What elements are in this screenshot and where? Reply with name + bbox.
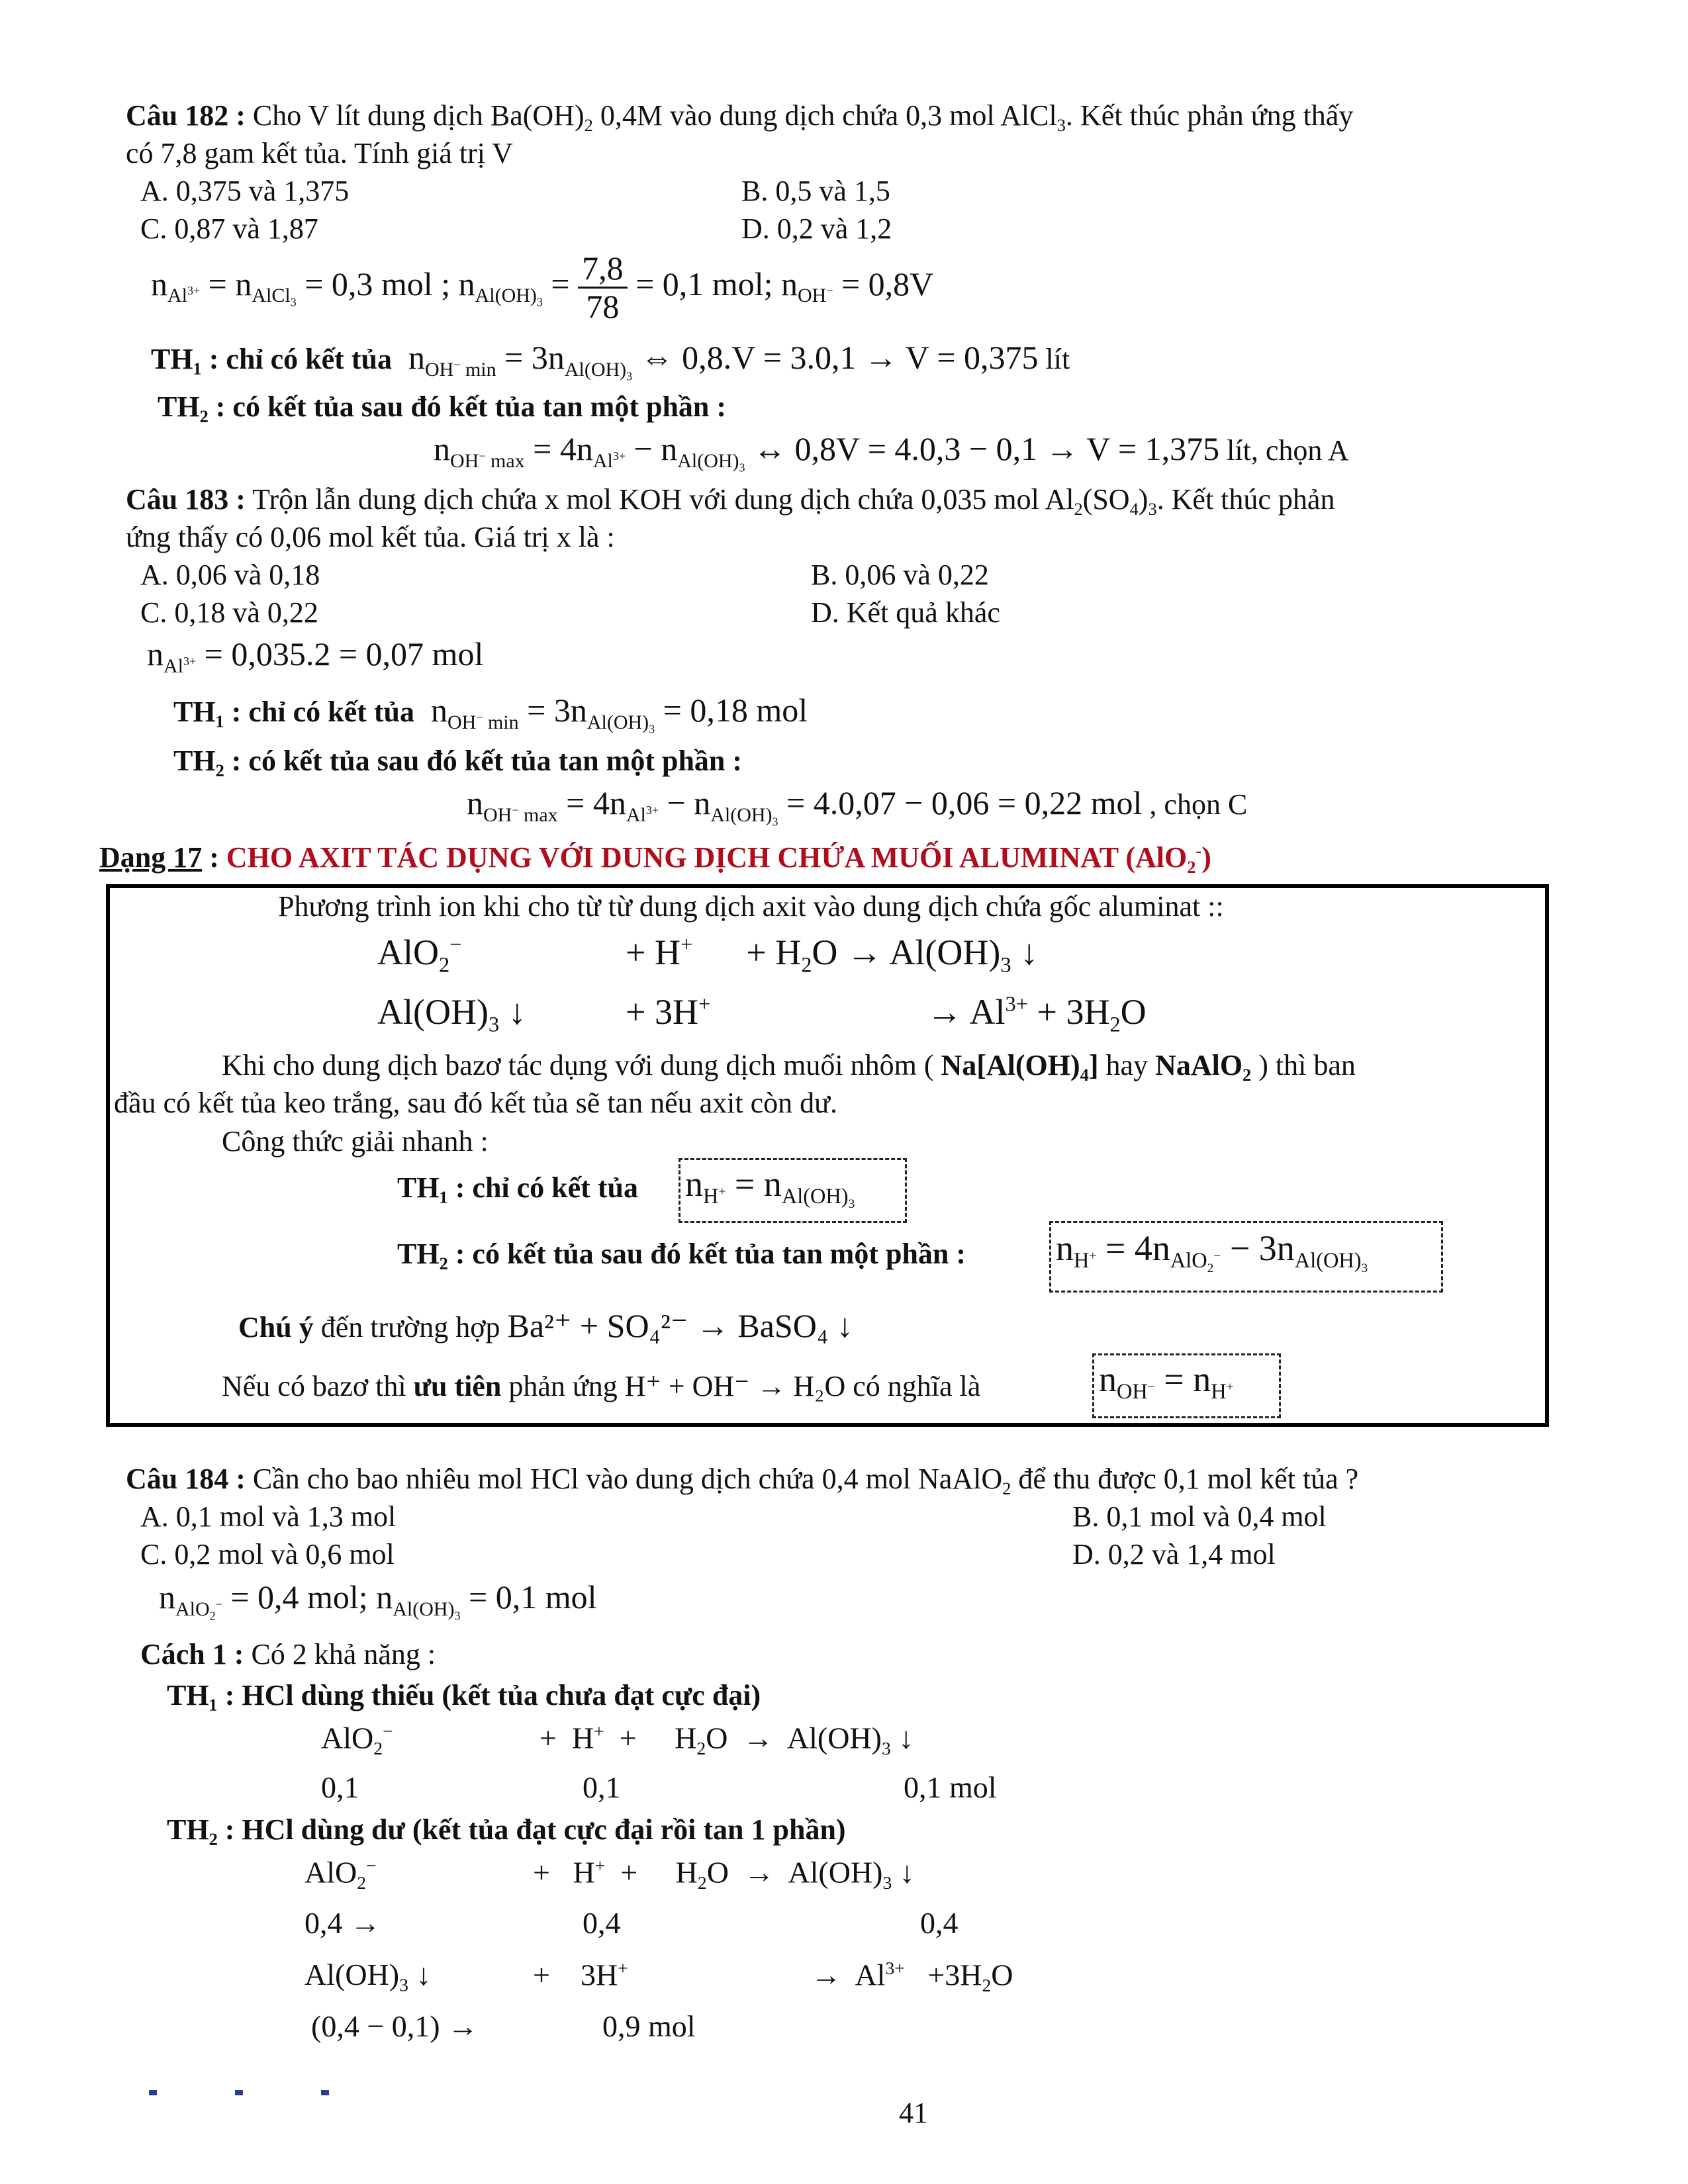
reaction-2-products: → $Al^{3+} + 3H_2O$	[927, 992, 1147, 1037]
q183-given-equation: $n_{Al^{3+}} = 0,035.2 = 0,07$ mol	[147, 635, 484, 677]
section-heading: Dạng 17 : CHO AXIT TÁC DỤNG VỚI DUNG DỊCH CHỨA MUỐI ALUMINAT (AlO$_2$-)	[99, 841, 1211, 878]
q184-th2-mol-2: 0,4	[583, 1906, 621, 1940]
q182-th1-line: TH₁ : chỉ có kết tủa $n_{OH^- min} = 3n_{Al(OH)_3}$ ⇔ 0,8.V = 3.0,1 → V = 0,375 lít	[151, 339, 1070, 383]
q182-fraction: $\frac{7,8}{78}$	[578, 250, 628, 325]
box-last-line: Nếu có bazơ thì ưu tiên phản ứng H⁺ + OH⁻ → H₂O có nghĩa là	[222, 1370, 981, 1402]
reaction-1-rhs: + H+ + $H_2O \to Al(OH)_3$ ↓	[626, 933, 1039, 978]
q182-label: Câu 182 :	[126, 99, 246, 132]
q183-th2-equation: $n_{OH^- max} = 4n_{Al^{3+}} - n_{Al(OH)_3} = 4.0,07 - 0,06 = 0,22$ mol , chọn C	[467, 784, 1248, 828]
th2-formula: $n_{H^+} = 4n_{AlO_2^-} - 3n_{Al(OH)_3}$	[1056, 1228, 1368, 1276]
page-number: 41	[899, 2097, 928, 2129]
q184-th1-mol-1: 0,1	[321, 1770, 359, 1804]
q183-option-a: A. 0,06 và 0,18	[140, 559, 320, 591]
q183-option-b: B. 0,06 và 0,22	[811, 559, 989, 591]
reaction-1: AlO$_2$−	[377, 933, 462, 978]
reaction-2: $Al(OH)_3$ ↓	[377, 992, 526, 1037]
q182-th2-equation: $n_{OH^- max} = 4n_{Al^{3+}} - n_{Al(OH)_3}$ ↔ 0,8V = 4.0,3 − 0,1 → V = 1,375 lít, chọn A	[434, 430, 1349, 474]
q184-option-d: D. 0,2 và 1,4 mol	[1072, 1538, 1276, 1570]
section-label: Dạng 17	[99, 841, 203, 874]
q184-th2-reaction2-lhs: $Al(OH)_3$ ↓	[305, 1958, 432, 1995]
q182-line2: có 7,8 gam kết tủa. Tính giá trị V	[126, 137, 513, 169]
q184-th2-reaction1-rhs: + H+ + $H_2O \to Al(OH)_3$ ↓	[533, 1855, 915, 1893]
q184-th2-mol-5: 0,9 mol	[602, 2009, 696, 2043]
q184-th2-reaction1-lhs: AlO$_2$−	[305, 1855, 377, 1893]
q184-th1-title: TH₁ : HCl dùng thiếu (kết tủa chưa đạt cực đại)	[167, 1679, 761, 1711]
q184-th2-reaction2-rhs: → $Al^{3+} +3H_2O$	[811, 1958, 1013, 1996]
box-intro: Phương trình ion khi cho từ từ dung dịch axit vào dung dịch chứa gốc aluminat ::	[278, 890, 1224, 923]
q184-th2-mol-4: (0,4 − 0,1) →	[311, 2009, 479, 2043]
q182-option-d: D. 0,2 và 1,2	[741, 212, 892, 245]
q184-option-a: A. 0,1 mol và 1,3 mol	[140, 1500, 397, 1533]
q182-option-c: C. 0,87 và 1,87	[140, 212, 318, 245]
q182-option-b: B. 0,5 và 1,5	[741, 175, 890, 207]
q184-line1: Câu 184 : Cần cho bao nhiêu mol HCl vào dung dịch chứa 0,4 mol NaAlO$_2$ để thu được 0,1 mol kết tủa ?	[126, 1463, 1359, 1499]
box-th1: TH₁ : chỉ có kết tủa	[397, 1171, 638, 1204]
q183-line2: ứng thấy có 0,06 mol kết tủa. Giá trị x là :	[126, 521, 615, 553]
box-th2: TH₂ : có kết tủa sau đó kết tủa tan một phần :	[397, 1238, 966, 1270]
q184-th1-reaction-rhs: + H+ + $H_2O \to Al(OH)_3$ ↓	[539, 1721, 914, 1759]
section-title: CHO AXIT TÁC DỤNG VỚI DUNG DỊCH CHỨA MUỐI ALUMINAT (AlO	[226, 841, 1188, 874]
box-paragraph-line1: Khi cho dung dịch bazơ tác dụng với dung dịch muối nhôm ( $Na[Al(OH)_4]$ hay NaAlO$_2$ ) thì ban	[222, 1049, 1356, 1085]
q183-option-d: D. Kết quả khác	[811, 596, 1000, 629]
base-formula: $n_{OH^-} = n_{H^+}$	[1099, 1359, 1234, 1404]
th1-formula: $n_{H^+} = n_{Al(OH)_3}$	[685, 1164, 855, 1212]
q184-given-equation: $n_{AlO_2^-} = 0,4$ mol; $n_{Al(OH)_3} = 0,1$ mol	[159, 1578, 597, 1622]
box-note: Chú ý đến trường hợp Ba²⁺ + SO₄²⁻ → BaSO₄ ↓	[238, 1307, 853, 1344]
q184-th1-mol-3: 0,1 mol	[904, 1770, 997, 1804]
box-quick-formula-title: Công thức giải nhanh :	[222, 1125, 489, 1158]
q182-option-a: A. 0,375 và 1,375	[140, 175, 350, 207]
q184-label: Câu 184 :	[126, 1463, 246, 1495]
q184-th2-mol-3: 0,4	[920, 1906, 959, 1940]
q184-th1-reaction-lhs: AlO$_2$−	[321, 1721, 393, 1759]
footer-decoration	[149, 2090, 374, 2095]
q183-th2-label: TH₂ : có kết tủa sau đó kết tủa tan một phần :	[173, 745, 743, 777]
q183-line1: Câu 183 : Trộn lẫn dung dịch chứa x mol KOH với dung dịch chứa 0,035 mol $Al_2(SO_4)_3$. Kết thúc phản	[126, 483, 1335, 520]
box-paragraph-line2: đầu có kết tủa keo trắng, sau đó kết tủa sẽ tan nếu axit còn dư.	[114, 1087, 837, 1119]
q184-option-c: C. 0,2 mol và 0,6 mol	[140, 1538, 395, 1570]
q182-th2-label: TH₂ : có kết tủa sau đó kết tủa tan một phần :	[158, 390, 727, 423]
q183-label: Câu 183 :	[126, 483, 246, 516]
q183-th1-line: TH₁ : chỉ có kết tủa $n_{OH^- min} = 3n_{Al(OH)_3} = 0,18$ mol	[173, 692, 808, 735]
reaction-2-rhs: + 3H+	[626, 992, 711, 1032]
q184-method1: Cách 1 : Có 2 khả năng :	[140, 1638, 436, 1670]
q184-th2-mol-1: 0,4 →	[305, 1906, 381, 1940]
q184-th2-title: TH₂ : HCl dùng dư (kết tủa đạt cực đại rồi tan 1 phần)	[167, 1813, 846, 1846]
q184-th1-mol-2: 0,1	[583, 1770, 621, 1804]
q183-option-c: C. 0,18 và 0,22	[140, 596, 318, 629]
q182-given-equation: $n_{Al^{3+}} = n_{AlCl_3} = 0,3$ mol ; $n_{Al(OH)_3}$ = $\frac{7,8}{78}$ = 0,1 mol; $n_{OH^-} = 0,8V$	[151, 250, 934, 325]
q184-th2-reaction2-mid: + 3H+	[533, 1958, 628, 1992]
q182-line1: Câu 182 : Cho V lít dung dịch $Ba(OH)_2$ 0,4M vào dung dịch chứa 0,3 mol AlCl$_3$. Kết thúc phản ứng thấy	[126, 99, 1354, 136]
q184-option-b: B. 0,1 mol và 0,4 mol	[1072, 1500, 1327, 1533]
